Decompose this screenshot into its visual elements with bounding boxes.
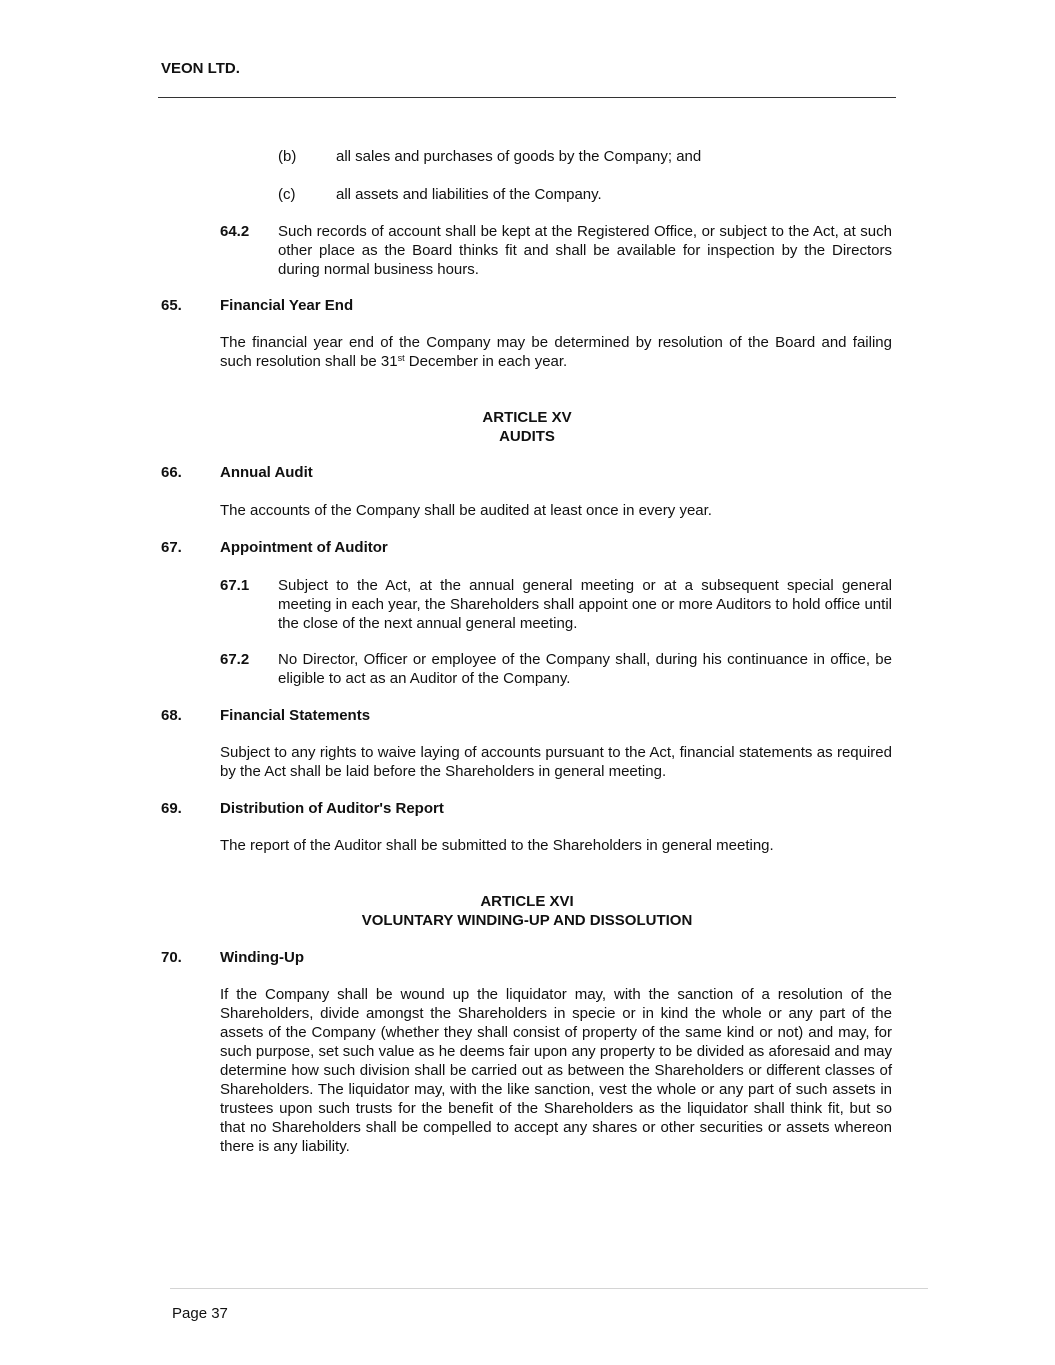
section-68-text: Subject to any rights to waive laying of accounts pursuant to the Act, financial statements as required by the Act shall be laid before the Shareholders in general meeting. — [220, 744, 892, 780]
section-65-superscript: st — [397, 353, 405, 363]
section-67-title: Appointment of Auditor — [220, 539, 388, 556]
clause-64-2-number: 64.2 — [220, 223, 250, 240]
section-65-title: Financial Year End — [220, 297, 354, 314]
clause-67-1-number: 67.1 — [220, 577, 250, 594]
clause-67-2-text: No Director, Officer or employee of the Company shall, during his continuance in office, be eligible to act as an Auditor of the Company. — [278, 651, 892, 687]
section-65-number: 65. — [161, 297, 182, 314]
clause-67-2-number: 67.2 — [220, 651, 250, 668]
section-70-text: If the Company shall be wound up the liquidator may, with the sanction of a resolution of the Shareholders, divide amongst the Shareholders in specie or in kind the whole or any part of the assets of the Company (whether they shall consist of property of the same kind or not) and may, for such purpose, set such value as he deems fair upon any property to be divided as aforesaid and may determine how such division shall be carried out as between the Shareholders or different classes of Shareholders. The liquidator may, with the like sanction, vest the whole or any part of such assets in trustees upon such trusts for the benefit of the Shareholders as the liquidator shall think fit, but so that no Shareholders shall be compelled to accept any shares or other securities or assets whereon there is any liability. — [220, 986, 892, 1155]
header-divider — [158, 97, 896, 98]
section-65-text-start: The financial year end of the Company may be determined by resolution of the Board and failing such resolution shall be 31 — [220, 334, 892, 370]
item-b-label: (b) — [278, 148, 297, 165]
footer-divider — [170, 1288, 928, 1289]
article-15-subheading: AUDITS — [499, 428, 555, 445]
section-70-number: 70. — [161, 949, 182, 966]
article-16-subheading: VOLUNTARY WINDING-UP AND DISSOLUTION — [361, 912, 693, 929]
section-68-number: 68. — [161, 707, 182, 724]
section-69-number: 69. — [161, 800, 182, 817]
section-69-title: Distribution of Auditor's Report — [220, 800, 444, 817]
article-16-heading: ARTICLE XVI — [480, 893, 574, 910]
page-number: Page 37 — [172, 1305, 228, 1322]
clause-64-2-text: Such records of account shall be kept at the Registered Office, or subject to the Act, at such other place as the Board thinks fit and shall be available for inspection by the Directors during normal business hours. — [278, 223, 892, 278]
item-b-text: all sales and purchases of goods by the Company; and — [336, 148, 702, 165]
section-66-number: 66. — [161, 464, 182, 481]
section-68-title: Financial Statements — [220, 707, 371, 724]
clause-67-1-text: Subject to the Act, at the annual general meeting or at a subsequent special general meeting in each year, the Shareholders shall appoint one or more Auditors to hold office until the close of the next annual general meeting. — [278, 577, 892, 632]
section-67-number: 67. — [161, 539, 182, 556]
section-69-text: The report of the Auditor shall be submitted to the Shareholders in general meeting. — [220, 837, 774, 854]
item-c-label: (c) — [278, 186, 296, 203]
item-c-text: all assets and liabilities of the Company. — [336, 186, 602, 203]
company-name: VEON LTD. — [161, 60, 240, 77]
article-15-heading: ARTICLE XV — [482, 409, 572, 426]
section-66-text: The accounts of the Company shall be audited at least once in every year. — [220, 502, 712, 519]
section-65-text — [220, 333, 892, 371]
section-70-title: Winding-Up — [220, 949, 305, 966]
section-66-title: Annual Audit — [220, 464, 313, 481]
section-65-text-end: December in each year. — [404, 353, 568, 370]
